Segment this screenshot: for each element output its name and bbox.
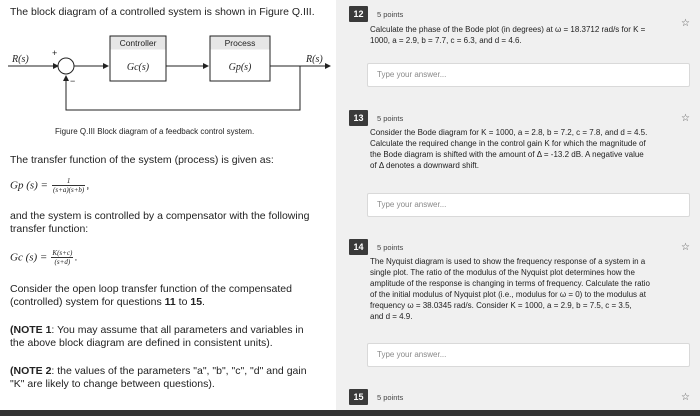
- question-number: 13: [349, 110, 368, 126]
- controller-intro-2: transfer function:: [10, 223, 89, 235]
- minus-sign: −: [70, 76, 76, 86]
- question-number: 15: [349, 389, 368, 405]
- answer-input[interactable]: [367, 343, 690, 367]
- consider-q-end: 15: [190, 296, 203, 308]
- note2-text: : the values of the parameters "a", "b", "c", "d" and gain: [51, 365, 307, 377]
- note1-line-1: [10, 324, 304, 337]
- note1-label: (NOTE 1: [10, 324, 52, 336]
- question-line: amplitude of the response is changing in terms of frequency. Calculate the ratio: [370, 279, 651, 288]
- gc-equation: [10, 249, 77, 266]
- questions-panel: [341, 0, 700, 416]
- gp-equation: [10, 177, 89, 194]
- gp-den: (s+a)(s+b): [53, 186, 85, 194]
- consider-q-start: 11: [164, 296, 176, 308]
- question-line: of Δ denotes a downward shift.: [370, 161, 479, 170]
- answer-input[interactable]: [367, 63, 690, 87]
- answer-placeholder: Type your answer...: [377, 70, 447, 79]
- answer-placeholder: Type your answer...: [377, 350, 447, 359]
- question-text: [370, 127, 690, 171]
- tf-intro: The transfer function of the system (process) is given as:: [10, 154, 274, 166]
- figure-caption: Figure Q.III Block diagram of a feedback control system.: [55, 127, 255, 136]
- pin-icon[interactable]: ☆: [681, 113, 690, 124]
- question-points: 5 points: [377, 114, 404, 123]
- question-line: Consider the Bode diagram for K = 1000, a = 2.8, b = 7.2, c = 7.8, and d = 4.5.: [370, 128, 648, 137]
- consider-line-1: Consider the open loop transfer function of the compensated: [10, 283, 292, 295]
- pin-icon[interactable]: ☆: [681, 242, 690, 253]
- question-line: Calculate the required change in the control gain K for which the magnitude of: [370, 139, 646, 148]
- input-label: R(s): [12, 54, 29, 65]
- process-label: Process: [224, 38, 256, 48]
- consider-end: .: [202, 296, 205, 308]
- block-diagram: [0, 30, 336, 130]
- question-line: the Bode diagram is shifted with the amount of Δ = -13.2 dB. A negative value: [370, 150, 644, 159]
- question-number: 14: [349, 239, 368, 255]
- answer-placeholder: Type your answer...: [377, 200, 447, 209]
- controller-label: Controller: [119, 38, 157, 48]
- gp-suffix: ,: [86, 179, 90, 192]
- bottom-scroll-edge: [0, 410, 700, 416]
- note1-text: : You may assume that all parameters and variables in: [51, 324, 304, 336]
- question-line: The Nyquist diagram is used to show the frequency response of a system in a: [370, 257, 646, 266]
- question-points: 5 points: [377, 243, 404, 252]
- problem-statement-panel: [0, 0, 336, 410]
- question-line: and d = 4.9.: [370, 312, 413, 321]
- question-points: 5 points: [377, 393, 404, 402]
- answer-input[interactable]: [367, 193, 690, 217]
- question-line: single plot. The ratio of the modulus of the Nyquist plot determines how the: [370, 268, 635, 277]
- gp-fraction: [52, 177, 85, 194]
- pin-icon[interactable]: ☆: [681, 18, 690, 29]
- question-text: [370, 256, 690, 322]
- question-points: 5 points: [377, 10, 404, 19]
- question-line: frequency ω = 38.0345 rad/s. Consider K = 1000, a = 2.9, b = 7.5, c = 3.5,: [370, 301, 632, 310]
- gp-num: 1: [52, 177, 85, 186]
- question-line: Calculate the phase of the Bode plot (in degrees) at ω = 18.3712 rad/s for K =: [370, 25, 646, 34]
- controller-tf: Gc(s): [126, 62, 150, 73]
- gc-lhs: Gc (s) =: [10, 251, 48, 264]
- pin-icon[interactable]: ☆: [681, 392, 690, 403]
- plus-sign: +: [52, 48, 58, 58]
- gc-suffix: .: [74, 251, 78, 264]
- note2-line-2: "K" are likely to change between questions).: [10, 378, 215, 390]
- note1-line-2: the above block diagram are defined in consistent units).: [10, 337, 273, 349]
- note2-line-1: [10, 365, 307, 378]
- output-label: R(s): [306, 54, 323, 65]
- intro-text: The block diagram of a controlled system is shown in Figure Q.III.: [10, 6, 315, 18]
- question-text: [370, 24, 690, 46]
- summing-junction: [58, 58, 74, 74]
- question-line: 1000, a = 2.9, b = 7.7, c = 6.3, and d = 4.6.: [370, 36, 522, 45]
- controller-intro-1: and the system is controlled by a compensator with the following: [10, 210, 310, 222]
- consider-to: to: [175, 296, 191, 308]
- gp-lhs: Gp (s) =: [10, 179, 48, 192]
- question-line: of the initial modulus of Nyquist plot (i.e., modulus for ω = 0) to the modulus at: [370, 290, 646, 299]
- gc-den: (s+d): [54, 258, 71, 266]
- gc-num: K(s+c): [52, 249, 73, 257]
- gc-fraction: [51, 249, 73, 266]
- question-number: 12: [349, 6, 368, 22]
- consider-line-2: [10, 296, 205, 309]
- process-tf: Gp(s): [228, 62, 252, 73]
- note2-label: (NOTE 2: [10, 365, 52, 377]
- consider-text: (controlled) system for questions: [10, 296, 165, 308]
